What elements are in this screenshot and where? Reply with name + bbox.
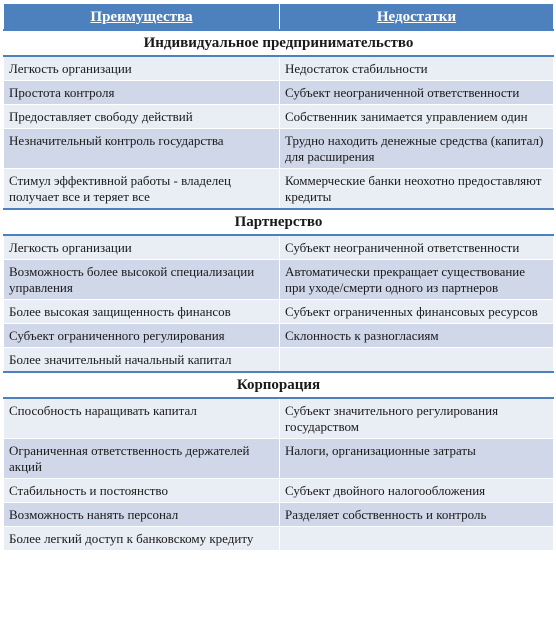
advantage-cell: Простота контроля bbox=[4, 81, 280, 105]
disadvantage-cell: Недостаток стабильности bbox=[280, 56, 554, 81]
comparison-table bbox=[3, 3, 554, 551]
advantage-cell: Легкость организации bbox=[4, 56, 280, 81]
table-row bbox=[4, 129, 554, 169]
disadvantage-cell: Автоматически прекращает существование при уходе/смерти одного из партнеров bbox=[280, 260, 554, 300]
comparison-table-wrapper bbox=[3, 3, 553, 551]
table-row bbox=[4, 527, 554, 551]
table-row bbox=[4, 81, 554, 105]
advantage-cell: Субъект ограниченного регулирования bbox=[4, 324, 280, 348]
section-title: Партнерство bbox=[4, 209, 554, 235]
advantage-cell: Возможность более высокой специализации управления bbox=[4, 260, 280, 300]
table-row bbox=[4, 260, 554, 300]
table-row bbox=[4, 235, 554, 260]
disadvantage-cell: Трудно находить денежные средства (капитал) для расширения bbox=[280, 129, 554, 169]
disadvantage-cell: Субъект значительного регулирования государством bbox=[280, 398, 554, 439]
section-row bbox=[4, 209, 554, 235]
disadvantage-cell: Коммерческие банки неохотно предоставляют кредиты bbox=[280, 169, 554, 210]
table-row bbox=[4, 348, 554, 373]
disadvantage-cell: Налоги, организационные затраты bbox=[280, 439, 554, 479]
section-row bbox=[4, 372, 554, 398]
advantage-cell: Стимул эффективной работы - владелец получает все и теряет все bbox=[4, 169, 280, 210]
table-header-row bbox=[4, 4, 554, 31]
section-title: Индивидуальное предпринимательство bbox=[4, 30, 554, 56]
table-row bbox=[4, 398, 554, 439]
table-row bbox=[4, 439, 554, 479]
disadvantage-cell: Субъект неограниченной ответственности bbox=[280, 81, 554, 105]
disadvantage-cell: Склонность к разногласиям bbox=[280, 324, 554, 348]
advantage-cell: Более легкий доступ к банковскому кредиту bbox=[4, 527, 280, 551]
table-row bbox=[4, 300, 554, 324]
section-title: Корпорация bbox=[4, 372, 554, 398]
table-row bbox=[4, 479, 554, 503]
header-advantages: Преимущества bbox=[4, 4, 280, 31]
advantage-cell: Ограниченная ответственность держателей акций bbox=[4, 439, 280, 479]
advantage-cell: Легкость организации bbox=[4, 235, 280, 260]
advantage-cell: Предоставляет свободу действий bbox=[4, 105, 280, 129]
advantage-cell: Возможность нанять персонал bbox=[4, 503, 280, 527]
table-row bbox=[4, 503, 554, 527]
disadvantage-cell: Субъект двойного налогообложения bbox=[280, 479, 554, 503]
header-disadvantages: Недостатки bbox=[280, 4, 554, 31]
table-row bbox=[4, 324, 554, 348]
advantage-cell: Способность наращивать капитал bbox=[4, 398, 280, 439]
advantage-cell: Стабильность и постоянство bbox=[4, 479, 280, 503]
advantage-cell: Более значительный начальный капитал bbox=[4, 348, 280, 373]
table-row bbox=[4, 169, 554, 210]
table-row bbox=[4, 56, 554, 81]
disadvantage-cell: Разделяет собственность и контроль bbox=[280, 503, 554, 527]
disadvantage-cell bbox=[280, 527, 554, 551]
table-row bbox=[4, 105, 554, 129]
disadvantage-cell bbox=[280, 348, 554, 373]
advantage-cell: Более высокая защищенность финансов bbox=[4, 300, 280, 324]
section-row bbox=[4, 30, 554, 56]
disadvantage-cell: Собственник занимается управлением один bbox=[280, 105, 554, 129]
advantage-cell: Незначительный контроль государства bbox=[4, 129, 280, 169]
disadvantage-cell: Субъект неограниченной ответственности bbox=[280, 235, 554, 260]
disadvantage-cell: Субъект ограниченных финансовых ресурсов bbox=[280, 300, 554, 324]
table-body bbox=[4, 30, 554, 551]
